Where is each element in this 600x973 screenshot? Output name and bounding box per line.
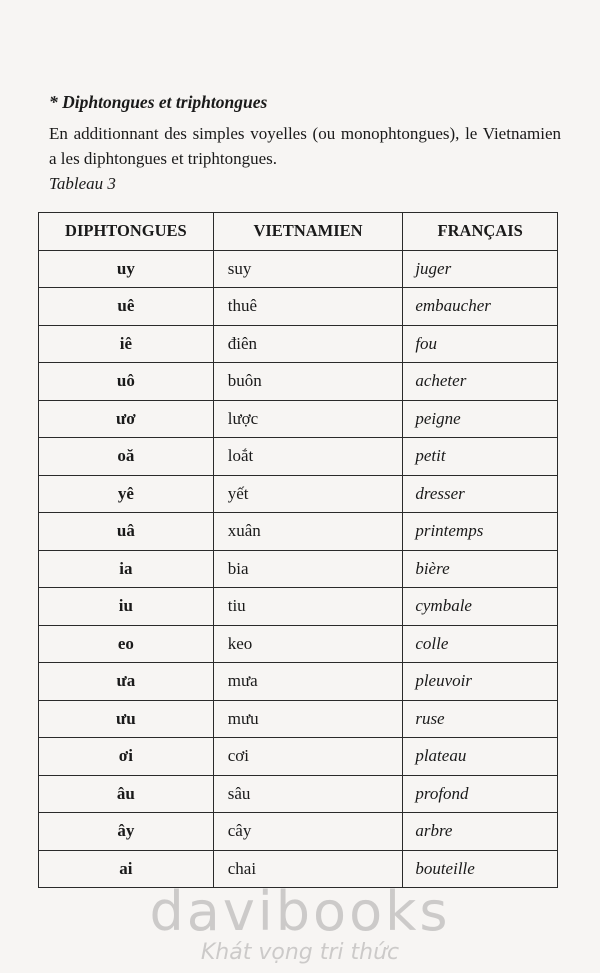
section-heading: * Diphtongues et triphtongues <box>49 92 268 112</box>
diphthong-cell: iu <box>39 588 214 626</box>
diphthong-cell: uâ <box>39 513 214 551</box>
french-translation-cell: juger <box>403 250 558 288</box>
table-row <box>39 475 558 513</box>
table-row <box>39 400 558 438</box>
diphthong-cell: eo <box>39 625 214 663</box>
diphthong-cell: ai <box>39 850 214 888</box>
table-row <box>39 663 558 701</box>
intro-paragraph: En additionnant des simples voyelles (ou monophtongues), le Vietnamien a les diphtongues et triphtongues. <box>49 124 561 168</box>
diphthong-cell: yê <box>39 475 214 513</box>
french-translation-cell: arbre <box>403 813 558 851</box>
table-row <box>39 438 558 476</box>
diphthong-cell: uy <box>39 250 214 288</box>
table-row <box>39 625 558 663</box>
vietnamese-word-cell: buôn <box>213 363 403 401</box>
vietnamese-word-cell: suy <box>213 250 403 288</box>
french-translation-cell: embaucher <box>403 288 558 326</box>
diphthong-cell: oă <box>39 438 214 476</box>
table-row <box>39 513 558 551</box>
vietnamese-word-cell: xuân <box>213 513 403 551</box>
vietnamese-word-cell: tiu <box>213 588 403 626</box>
watermark-tagline: Khát vọng tri thức <box>200 940 400 965</box>
diphthong-table <box>38 212 558 888</box>
vietnamese-word-cell: mưu <box>213 700 403 738</box>
vietnamese-word-cell: sâu <box>213 775 403 813</box>
table-row <box>39 250 558 288</box>
vietnamese-word-cell: cây <box>213 813 403 851</box>
vietnamese-word-cell: loắt <box>213 438 403 476</box>
french-translation-cell: ruse <box>403 700 558 738</box>
table-caption: Tableau 3 <box>49 174 116 193</box>
header-francais: FRANÇAIS <box>403 213 558 251</box>
table-row <box>39 588 558 626</box>
diphthong-cell: uê <box>39 288 214 326</box>
french-translation-cell: colle <box>403 625 558 663</box>
vietnamese-word-cell: bia <box>213 550 403 588</box>
french-translation-cell: bière <box>403 550 558 588</box>
table-header <box>39 213 558 251</box>
vietnamese-word-cell: thuê <box>213 288 403 326</box>
vietnamese-word-cell: điên <box>213 325 403 363</box>
diphthong-cell: ơi <box>39 738 214 776</box>
french-translation-cell: dresser <box>403 475 558 513</box>
french-translation-cell: profond <box>403 775 558 813</box>
french-translation-cell: petit <box>403 438 558 476</box>
diphthong-cell: ưu <box>39 700 214 738</box>
diphthong-cell: iê <box>39 325 214 363</box>
vietnamese-word-cell: yết <box>213 475 403 513</box>
french-translation-cell: printemps <box>403 513 558 551</box>
vietnamese-word-cell: mưa <box>213 663 403 701</box>
table-row <box>39 700 558 738</box>
header-row <box>39 213 558 251</box>
table-row <box>39 325 558 363</box>
french-translation-cell: acheter <box>403 363 558 401</box>
vietnamese-word-cell: keo <box>213 625 403 663</box>
table-body <box>39 250 558 888</box>
vietnamese-word-cell: lược <box>213 400 403 438</box>
french-translation-cell: bouteille <box>403 850 558 888</box>
french-translation-cell: fou <box>403 325 558 363</box>
diphthong-cell: ây <box>39 813 214 851</box>
diphthong-cell: âu <box>39 775 214 813</box>
table-row <box>39 288 558 326</box>
header-diphtongues: DIPHTONGUES <box>39 213 214 251</box>
table-row <box>39 813 558 851</box>
table-row <box>39 738 558 776</box>
diphthong-cell: uô <box>39 363 214 401</box>
table-row <box>39 363 558 401</box>
diphthong-cell: ưa <box>39 663 214 701</box>
vietnamese-word-cell: chai <box>213 850 403 888</box>
french-translation-cell: peigne <box>403 400 558 438</box>
diphthong-cell: ia <box>39 550 214 588</box>
french-translation-cell: pleuvoir <box>403 663 558 701</box>
diphthong-cell: ươ <box>39 400 214 438</box>
french-translation-cell: cymbale <box>403 588 558 626</box>
header-vietnamien: VIETNAMIEN <box>213 213 403 251</box>
vietnamese-word-cell: cơi <box>213 738 403 776</box>
table-row <box>39 550 558 588</box>
watermark-brand: davibooks <box>149 880 451 943</box>
table-row <box>39 775 558 813</box>
french-translation-cell: plateau <box>403 738 558 776</box>
